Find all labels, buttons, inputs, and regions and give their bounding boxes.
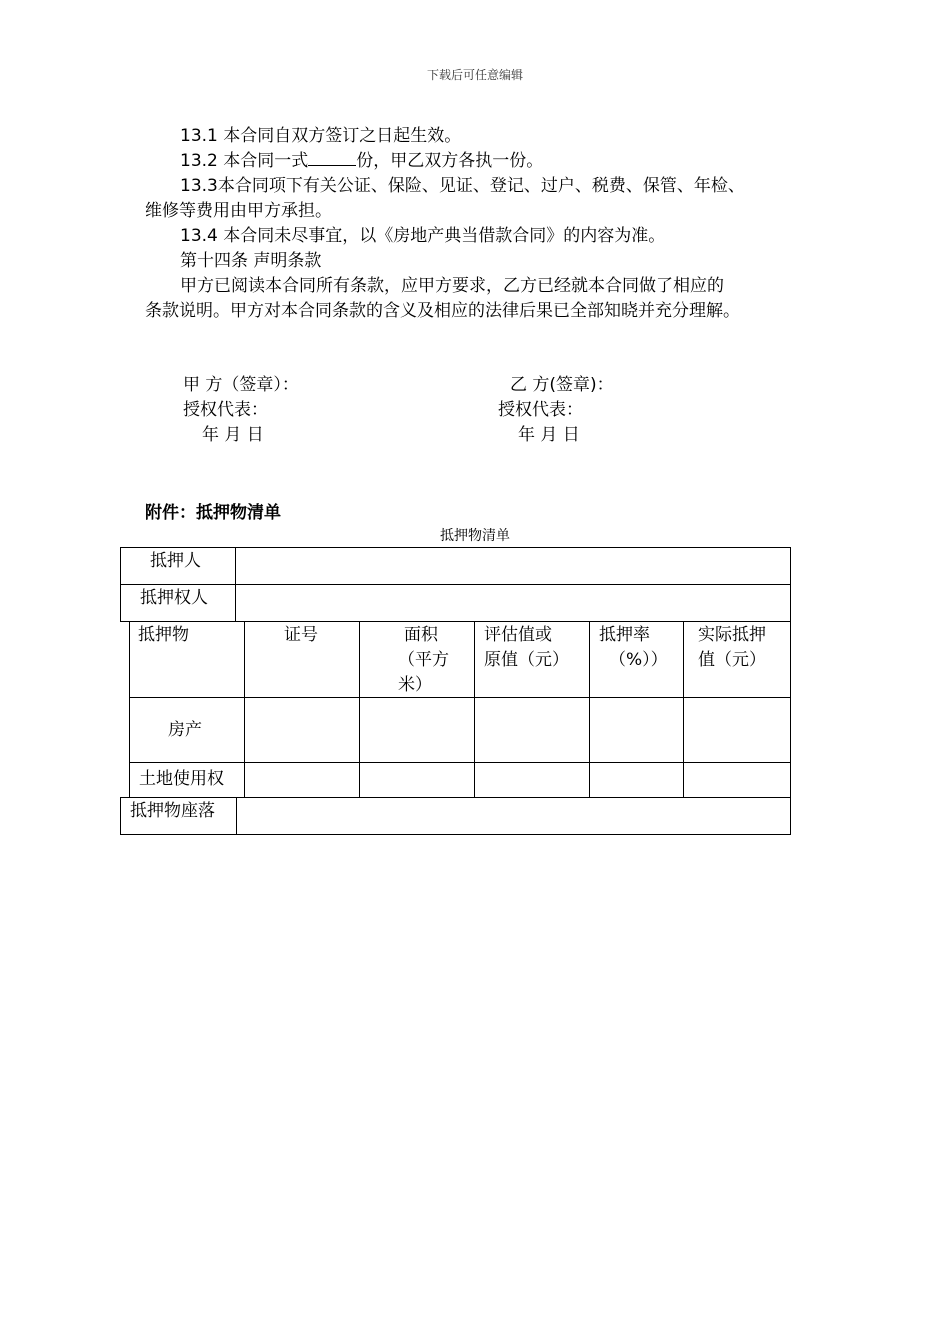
declaration-line1: 甲方已阅读本合同所有条款，应甲方要求，乙方已经就本合同做了相应的 bbox=[180, 276, 724, 296]
row-house-label: 房产 bbox=[168, 720, 202, 740]
row-land-label: 土地使用权 bbox=[139, 769, 224, 789]
header-valuation2: 原值（元） bbox=[484, 650, 569, 670]
table-rule bbox=[120, 797, 791, 798]
clause-13-2-part2: 份，甲乙双方各执一份。 bbox=[356, 151, 544, 171]
table-rule bbox=[120, 584, 791, 585]
table-rule bbox=[790, 621, 791, 797]
table-rule bbox=[474, 621, 475, 797]
header-cert-no: 证号 bbox=[284, 625, 318, 645]
header-ratio: 抵押率 bbox=[599, 625, 650, 645]
header-valuation: 评估值或 bbox=[484, 625, 552, 645]
table-rule bbox=[359, 621, 360, 797]
clause-13-3-cont: 维修等费用由甲方承担。 bbox=[145, 201, 332, 221]
table-border-bottom bbox=[120, 834, 791, 835]
mortgagee-label: 抵押权人 bbox=[140, 588, 208, 608]
party-a-representative: 授权代表： bbox=[183, 400, 268, 420]
mortgagor-label: 抵押人 bbox=[150, 551, 201, 571]
clause-13-2 bbox=[180, 149, 543, 173]
table-rule bbox=[129, 697, 791, 698]
party-a-date: 年 月 日 bbox=[202, 425, 264, 445]
table-rule bbox=[790, 797, 791, 835]
clause-13-2-part1: 13.2 本合同一式 bbox=[180, 151, 309, 171]
table-rule bbox=[236, 797, 237, 835]
article-14-title: 第十四条 声明条款 bbox=[180, 251, 322, 271]
attachment-title: 附件：抵押物清单 bbox=[145, 503, 281, 523]
clause-13-3: 13.3本合同项下有关公证、保险、见证、登记、过户、税费、保管、年检、 bbox=[180, 176, 745, 196]
copies-blank bbox=[308, 149, 356, 166]
table-rule bbox=[235, 547, 236, 622]
party-b-representative: 授权代表： bbox=[498, 400, 583, 420]
header-actual-value2: 值（元） bbox=[698, 650, 766, 670]
table-rule bbox=[120, 547, 121, 622]
header-area-unit2: 米） bbox=[398, 675, 432, 695]
clause-13-1: 13.1 本合同自双方签订之日起生效。 bbox=[180, 126, 462, 146]
page-header: 下载后可任意编辑 bbox=[426, 68, 523, 82]
header-area: 面积 bbox=[404, 625, 438, 645]
table-rule bbox=[129, 621, 130, 797]
location-label: 抵押物座落 bbox=[130, 801, 215, 821]
party-a-signature: 甲 方（签章）： bbox=[183, 375, 299, 395]
table-rule bbox=[120, 621, 791, 622]
header-ratio2: （%）） bbox=[609, 650, 668, 670]
header-actual-value: 实际抵押 bbox=[698, 625, 766, 645]
header-collateral: 抵押物 bbox=[138, 625, 189, 645]
table-border-top bbox=[120, 547, 791, 548]
party-b-signature: 乙 方(签章)： bbox=[510, 375, 614, 395]
table-rule bbox=[129, 762, 791, 763]
table-rule bbox=[244, 621, 245, 797]
party-b-date: 年 月 日 bbox=[518, 425, 580, 445]
clause-13-4: 13.4 本合同未尽事宜，以《房地产典当借款合同》的内容为准。 bbox=[180, 226, 666, 246]
table-caption: 抵押物清单 bbox=[440, 528, 510, 544]
table-rule bbox=[120, 797, 121, 835]
table-rule bbox=[589, 621, 590, 797]
table-rule bbox=[683, 621, 684, 797]
declaration-line2: 条款说明。甲方对本合同条款的含义及相应的法律后果已全部知晓并充分理解。 bbox=[145, 301, 740, 321]
table-rule bbox=[790, 547, 791, 622]
header-area-unit: （平方 bbox=[398, 650, 449, 670]
